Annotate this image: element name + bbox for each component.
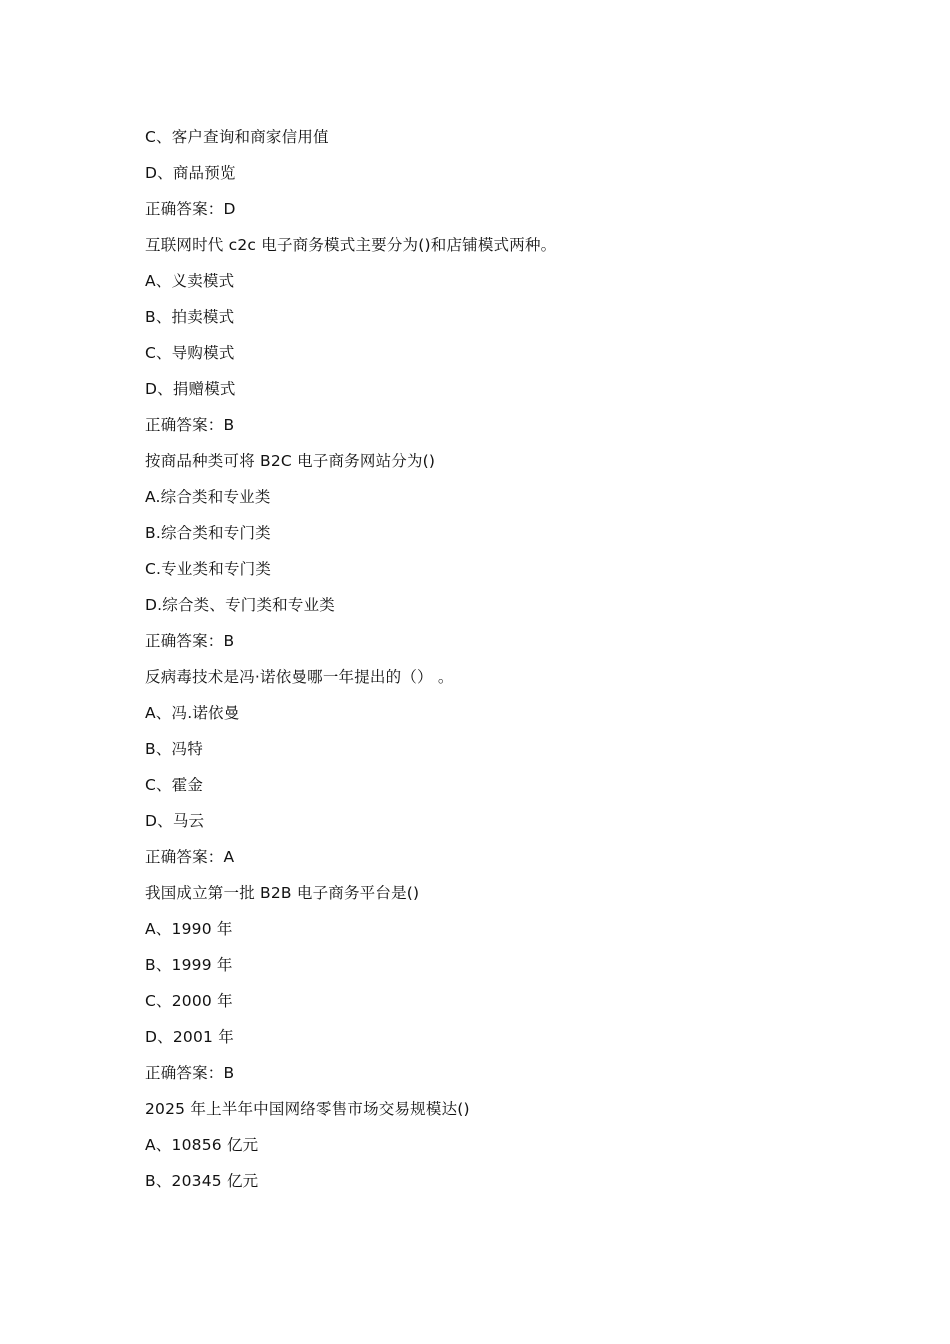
option-d: D.综合类、专门类和专业类 (145, 596, 335, 614)
option-c: C.专业类和专门类 (145, 560, 272, 578)
question-text: 我国成立第一批 B2B 电子商务平台是() (145, 884, 420, 902)
option-a: A、义卖模式 (145, 272, 235, 290)
option-b: B、拍卖模式 (145, 308, 235, 326)
option-a: A.综合类和专业类 (145, 488, 271, 506)
option-c: C、2000 年 (145, 992, 233, 1010)
option-b: B、20345 亿元 (145, 1172, 259, 1190)
answer-line: 正确答案：D (145, 200, 236, 218)
option-d: D、捐赠模式 (145, 380, 236, 398)
option-b: B.综合类和专门类 (145, 524, 271, 542)
option-d: D、商品预览 (145, 164, 236, 182)
option-d: D、马云 (145, 812, 205, 830)
answer-line: 正确答案：A (145, 848, 235, 866)
option-c: C、霍金 (145, 776, 204, 794)
question-text: 按商品种类可将 B2C 电子商务网站分为() (145, 452, 436, 470)
answer-line: 正确答案：B (145, 416, 235, 434)
option-a: A、冯.诺依曼 (145, 704, 240, 722)
question-text: 反病毒技术是冯·诺依曼哪一年提出的（） 。 (145, 668, 454, 686)
option-a: A、1990 年 (145, 920, 233, 938)
option-d: D、2001 年 (145, 1028, 234, 1046)
question-text: 2025 年上半年中国网络零售市场交易规模达() (145, 1100, 470, 1118)
answer-line: 正确答案：B (145, 632, 235, 650)
option-c: C、客户查询和商家信用值 (145, 128, 329, 146)
question-list (145, 125, 845, 1205)
option-c: C、导购模式 (145, 344, 235, 362)
answer-line: 正确答案：B (145, 1064, 235, 1082)
option-b: B、冯特 (145, 740, 203, 758)
option-b: B、1999 年 (145, 956, 233, 974)
question-text: 互联网时代 c2c 电子商务模式主要分为()和店铺模式两种。 (145, 236, 557, 254)
option-a: A、10856 亿元 (145, 1136, 259, 1154)
